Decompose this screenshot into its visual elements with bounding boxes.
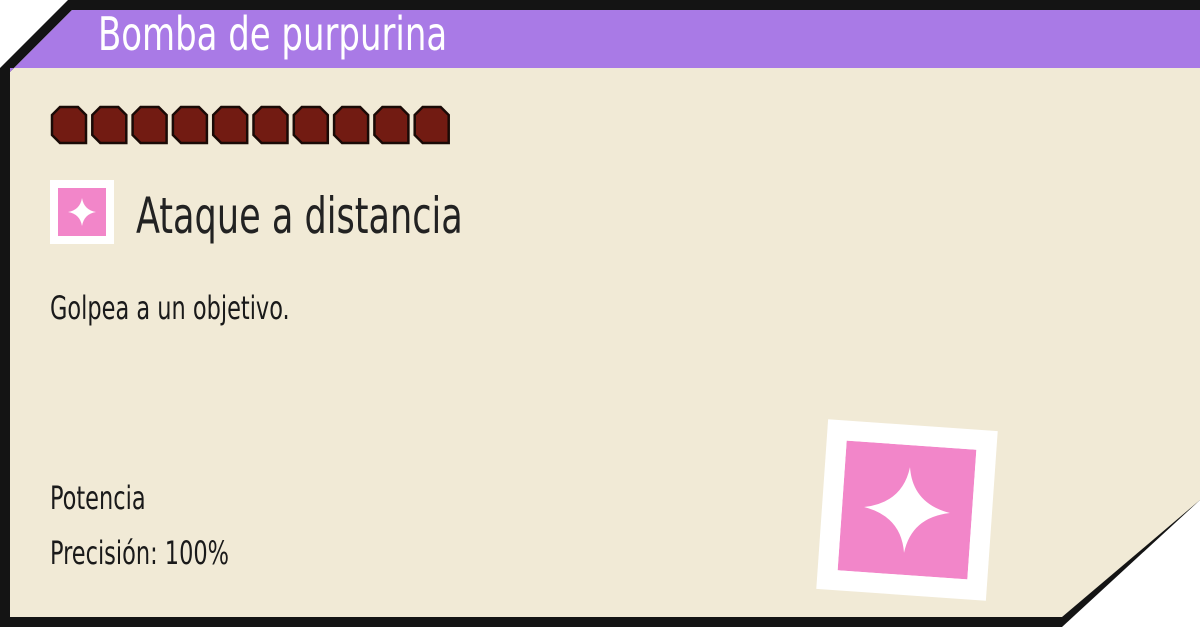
power-label: Potencia bbox=[50, 479, 146, 517]
pp-pip bbox=[415, 107, 449, 143]
pp-pip bbox=[294, 107, 328, 143]
accuracy-label: Precisión: 100% bbox=[50, 534, 229, 572]
move-description: Golpea a un objetivo. bbox=[50, 289, 290, 327]
pp-pip bbox=[173, 107, 207, 143]
pp-pip bbox=[213, 107, 247, 143]
type-badge-large bbox=[816, 419, 997, 600]
move-name: Bomba de purpurina bbox=[98, 7, 448, 61]
pp-pip bbox=[52, 107, 86, 143]
pp-pips bbox=[50, 103, 470, 149]
pp-pip bbox=[133, 107, 167, 143]
pp-pip bbox=[334, 107, 368, 143]
sparkle-icon bbox=[58, 188, 106, 236]
pp-pip bbox=[92, 107, 126, 143]
move-category: Ataque a distancia bbox=[136, 187, 463, 245]
pp-pip bbox=[254, 107, 288, 143]
type-badge-small bbox=[50, 180, 114, 244]
sparkle-icon bbox=[838, 441, 977, 580]
pp-pip bbox=[374, 107, 408, 143]
